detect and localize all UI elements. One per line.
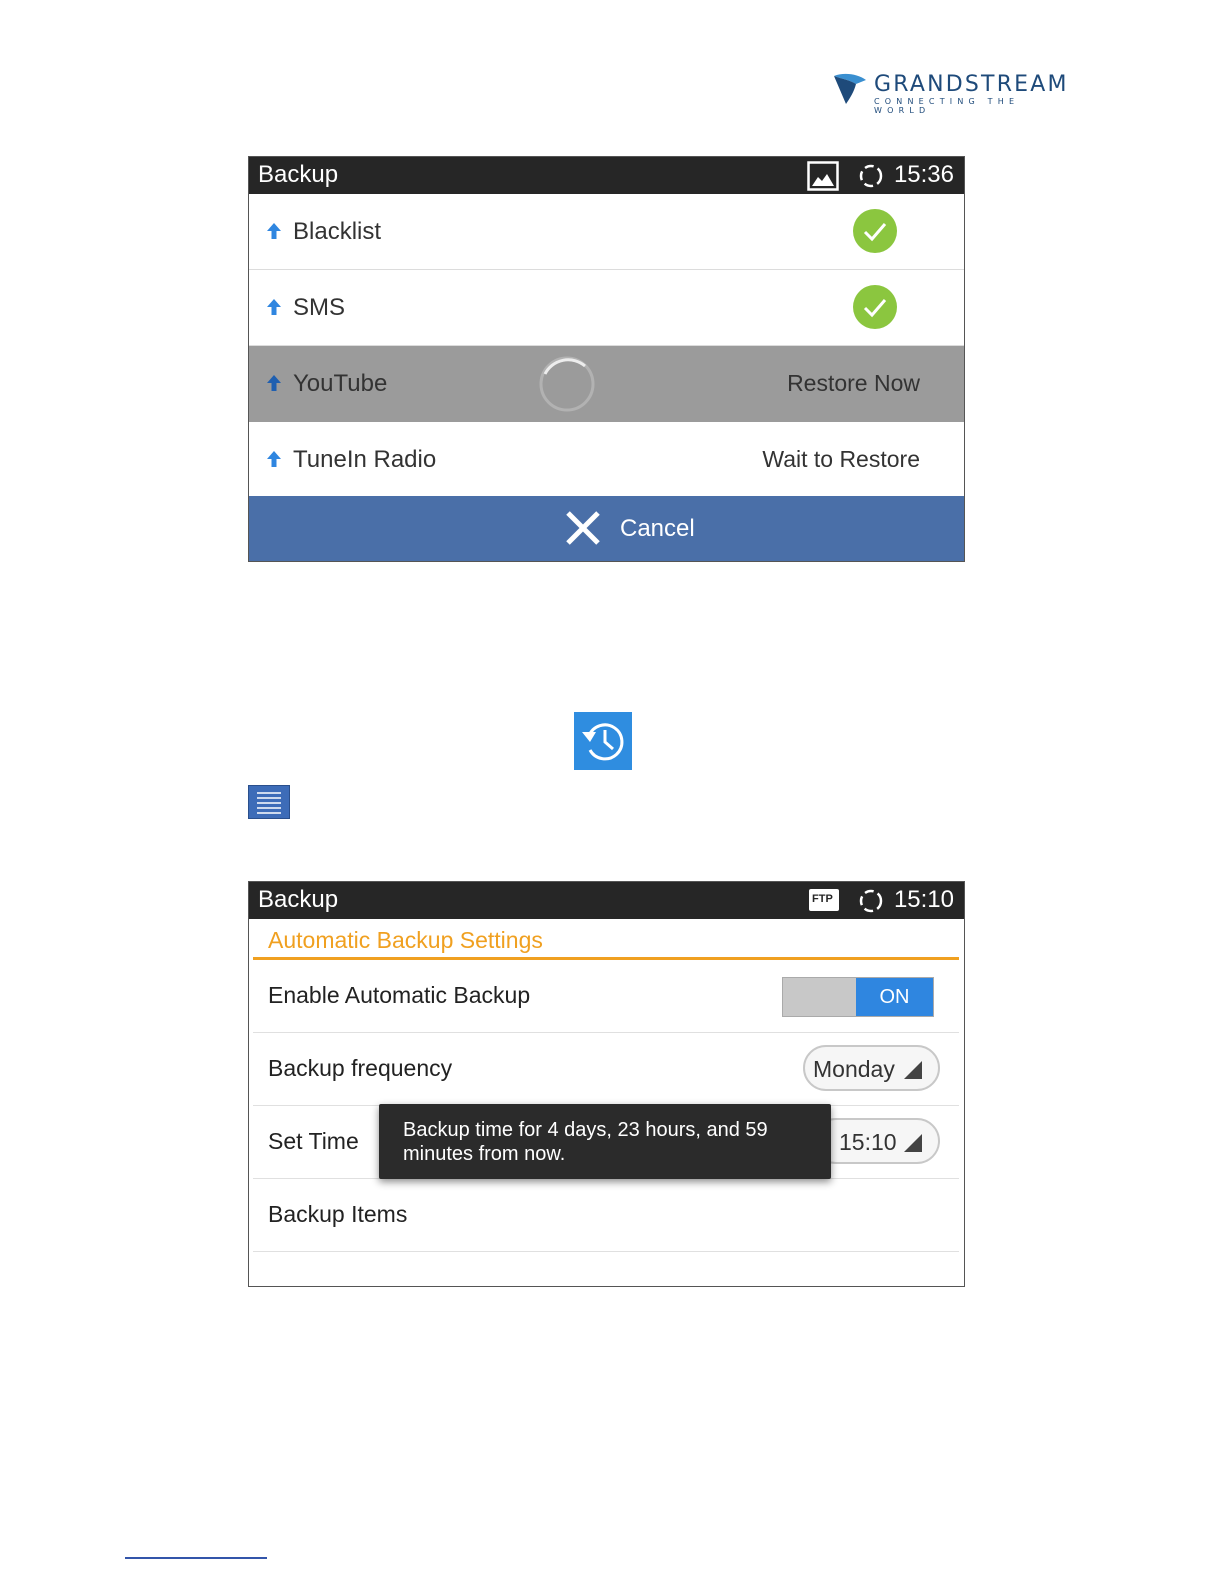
upload-arrow-icon — [266, 374, 282, 392]
upload-arrow-icon — [266, 222, 282, 240]
time-value: 15:10 — [839, 1129, 897, 1155]
brand-name: GRANDSTREAM — [874, 72, 1069, 97]
backup-time-toast — [379, 1104, 831, 1179]
grandstream-logo — [832, 70, 1072, 115]
ftp-badge-text: FTP — [812, 893, 833, 905]
item-label: SMS — [293, 294, 346, 321]
history-icon-glyph — [574, 712, 632, 770]
list-item[interactable] — [249, 422, 964, 498]
setting-label: Backup Items — [268, 1201, 408, 1227]
divider — [253, 1251, 959, 1252]
sync-icon — [858, 888, 884, 914]
status-bar — [249, 882, 964, 919]
brand-tagline: CONNECTING THE WORLD — [874, 97, 1020, 115]
restore-progress-screen — [248, 156, 965, 562]
time-dropdown[interactable] — [813, 1118, 940, 1164]
section-title: Automatic Backup Settings — [268, 927, 543, 953]
menu-lines-icon — [249, 786, 289, 818]
grandstream-logo-icon — [832, 70, 868, 108]
clock: 15:10 — [893, 886, 954, 913]
setting-row-backup-items[interactable] — [253, 1179, 959, 1252]
toast-line-2: minutes from now. — [403, 1143, 566, 1165]
frequency-value: Monday — [813, 1056, 895, 1082]
upload-arrow-icon — [266, 298, 282, 316]
close-icon — [565, 510, 601, 546]
clock: 15:36 — [893, 161, 954, 188]
check-circle-icon — [852, 208, 898, 254]
setting-row-frequency — [253, 1033, 959, 1106]
screen-title: Backup — [258, 886, 339, 913]
frequency-dropdown[interactable] — [803, 1045, 940, 1091]
dropdown-triangle-icon — [904, 1061, 922, 1079]
upload-arrow-icon — [266, 450, 282, 468]
status-bar — [249, 157, 964, 194]
cancel-button[interactable] — [249, 496, 964, 561]
list-item[interactable] — [249, 194, 964, 270]
item-label: Blacklist — [293, 218, 382, 245]
item-status: Restore Now — [787, 370, 920, 396]
dropdown-triangle-icon — [904, 1134, 922, 1152]
enable-backup-toggle[interactable] — [782, 977, 934, 1017]
footer-link-underline — [125, 1557, 267, 1559]
item-label: TuneIn Radio — [293, 446, 437, 473]
setting-label: Set Time — [268, 1128, 359, 1154]
item-status: Wait to Restore — [762, 446, 920, 472]
toggle-on-label: ON — [856, 978, 933, 1016]
menu-icon — [248, 785, 290, 819]
list-item[interactable] — [249, 346, 964, 422]
picture-icon — [807, 161, 839, 191]
item-label: YouTube — [293, 370, 388, 397]
sync-icon — [858, 163, 884, 189]
setting-label: Enable Automatic Backup — [268, 982, 531, 1008]
setting-row-enable — [253, 960, 959, 1033]
cancel-label: Cancel — [620, 515, 695, 542]
history-icon — [574, 712, 632, 770]
list-item[interactable] — [249, 270, 964, 346]
toast-line-1: Backup time for 4 days, 23 hours, and 59 — [403, 1119, 768, 1141]
ftp-icon — [809, 889, 839, 911]
automatic-backup-settings-screen — [248, 881, 965, 1287]
check-circle-icon — [852, 284, 898, 330]
setting-label: Backup frequency — [268, 1055, 453, 1081]
screen-title: Backup — [258, 161, 339, 188]
loading-spinner-icon — [537, 354, 597, 414]
